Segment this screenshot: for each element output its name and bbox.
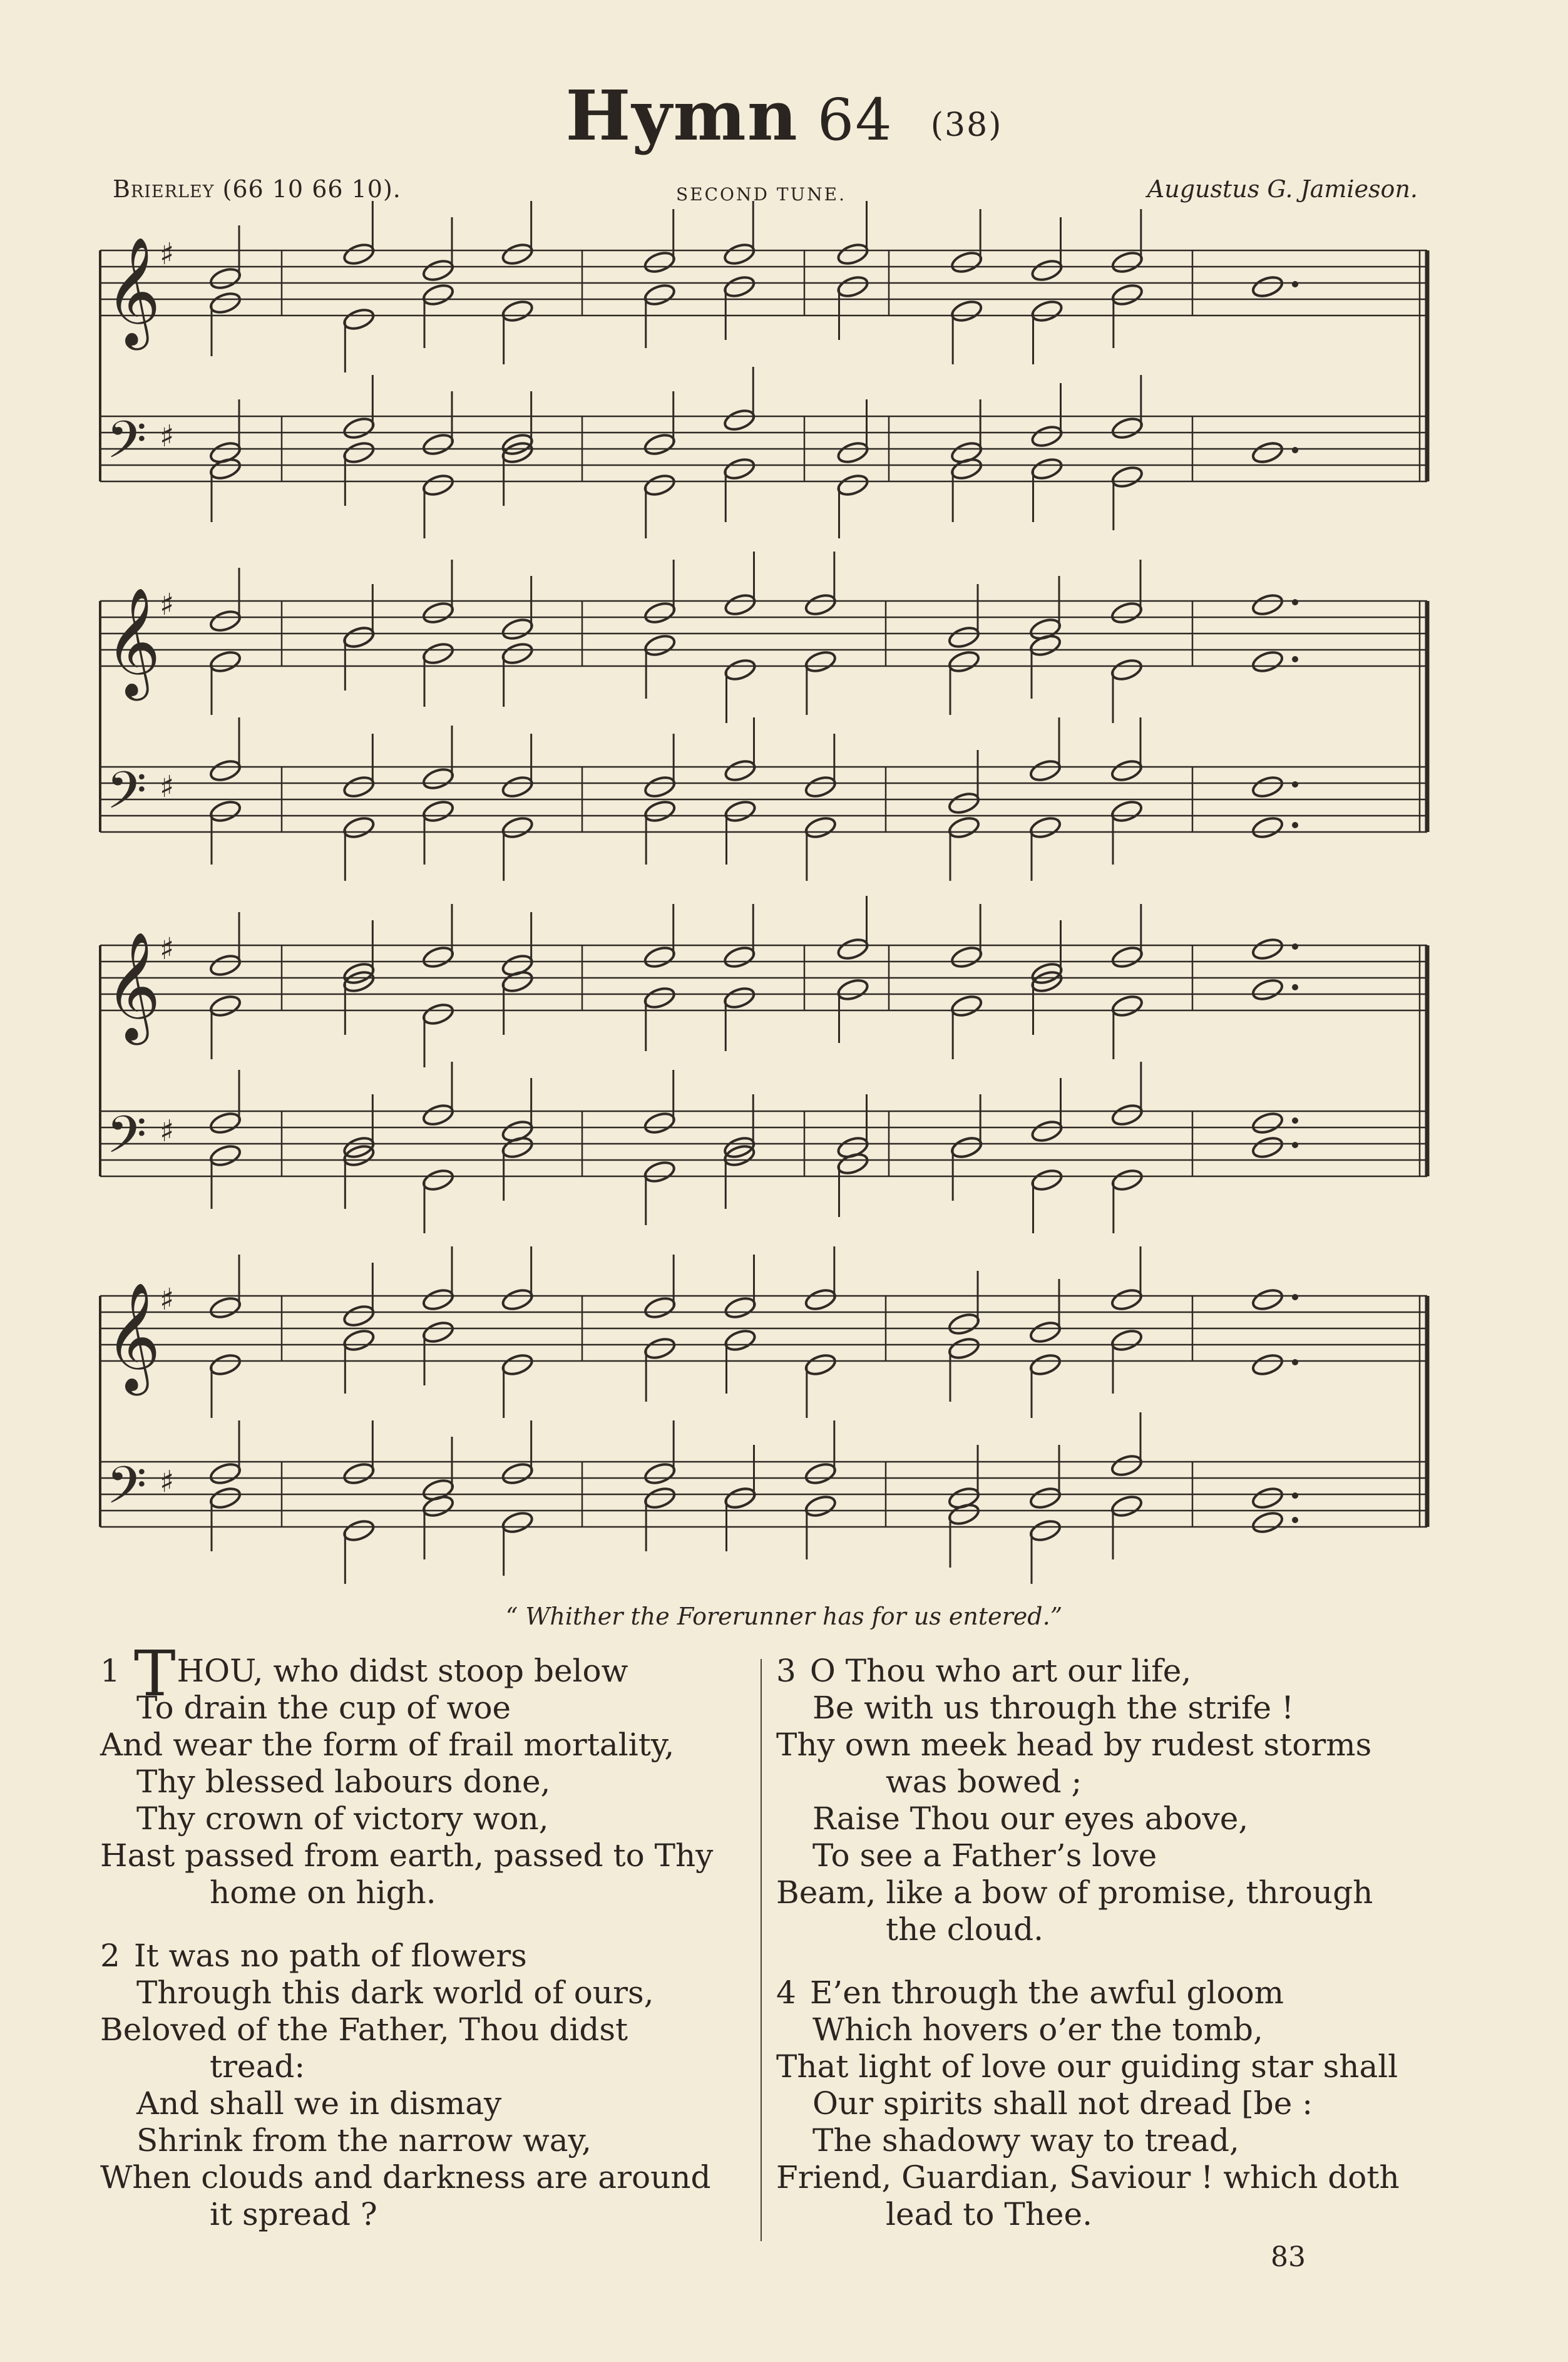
note-head: [501, 242, 535, 267]
note-head: [722, 945, 756, 970]
note-head: [421, 1102, 455, 1128]
note-head: [1028, 815, 1062, 841]
treble-clef-icon: 𝄞: [105, 1282, 161, 1391]
verse-line-text: And wear the form of frail mortality,: [100, 1727, 675, 1763]
note-head: [947, 649, 981, 675]
dot: [1292, 599, 1298, 605]
note-head: [1110, 282, 1144, 308]
note-head: [1030, 424, 1064, 449]
note-head: [836, 977, 870, 1003]
verse-line-text: Raise Thou our eyes above,: [812, 1800, 1249, 1837]
note-head: [1110, 1168, 1144, 1193]
note-head: [950, 299, 983, 324]
dot: [1292, 984, 1298, 990]
verse: [100, 1938, 764, 2233]
dot: [1292, 1294, 1298, 1300]
verse-line: [776, 1690, 1427, 1727]
verse-line-text: E’en through the awful gloom: [809, 1974, 1284, 2011]
note-head: [643, 799, 677, 824]
note-head: [643, 282, 677, 308]
note-head: [722, 408, 756, 433]
note-head: [501, 774, 535, 800]
verse-line-text: That light of love our guiding star shall: [776, 2048, 1398, 2085]
verse-line: [776, 2048, 1427, 2085]
note-head: [1030, 258, 1064, 284]
dot: [1292, 781, 1298, 788]
note-head: [342, 815, 376, 841]
verse-line-text: It was no path of flowers: [133, 1938, 527, 1974]
verse-line: [100, 1874, 764, 1911]
bass-clef-icon: 𝄢: [106, 1455, 147, 1528]
note-head: [208, 758, 242, 784]
note-head: [208, 649, 242, 675]
verse-number: 2: [100, 1938, 120, 1974]
note-head: [836, 274, 870, 300]
sharp-icon: ♯: [160, 1282, 175, 1317]
note-head: [724, 1486, 757, 1511]
note-head: [804, 649, 838, 675]
note-head: [208, 266, 242, 292]
note-head: [950, 994, 983, 1019]
note-head: [501, 299, 535, 324]
note-head: [421, 600, 455, 626]
author-name: Augustus G. Jamieson.: [1147, 175, 1418, 203]
verse-line-text: it spread ?: [210, 2196, 377, 2232]
verse: [100, 1637, 764, 1911]
note-head: [342, 242, 376, 267]
note-head: [643, 1486, 677, 1511]
note-head: [1110, 1453, 1144, 1479]
verse-line-text: Which hovers o’er the tomb,: [812, 2011, 1263, 2048]
note-head: [836, 473, 870, 498]
verse-line-text: The shadowy way to tread,: [812, 2122, 1239, 2159]
note-head: [1028, 1320, 1062, 1345]
note-head: [1110, 799, 1144, 824]
note-head: [836, 440, 870, 466]
note-head: [804, 1287, 838, 1313]
note-head: [208, 1461, 242, 1487]
note-head: [342, 1303, 376, 1329]
verse-line: [100, 1800, 764, 1837]
epigraph: “ Whither the Forerunner has for us entered.”: [505, 1603, 1063, 1630]
note-head: [724, 758, 757, 784]
note-head: [804, 1461, 838, 1487]
verse-line-text: Friend, Guardian, Saviour ! which doth: [776, 2159, 1400, 2195]
note-head: [501, 617, 535, 642]
note-head: [208, 953, 242, 978]
verse-line: [776, 1800, 1427, 1837]
note-head: [208, 1352, 242, 1378]
note-head: [947, 625, 981, 650]
note-head: [501, 1287, 535, 1313]
note-head: [421, 945, 455, 970]
note-head: [342, 625, 376, 650]
note-head: [643, 250, 677, 275]
note-head: [947, 1336, 981, 1362]
sharp-icon: ♯: [160, 419, 175, 454]
sharp-icon: ♯: [160, 769, 175, 804]
note-head: [1251, 774, 1284, 800]
note-head: [836, 242, 870, 267]
note-head: [342, 1461, 376, 1487]
note-head: [1251, 1486, 1284, 1511]
note-head: [722, 274, 756, 300]
dot: [1292, 1359, 1298, 1365]
note-head: [1110, 945, 1144, 970]
verse-line: [100, 1974, 764, 2011]
note-head: [722, 456, 756, 482]
note-head: [643, 985, 677, 1011]
alt-number: (38): [930, 106, 1003, 144]
second-tune-label: SECOND TUNE.: [676, 184, 846, 205]
note-head: [643, 774, 677, 800]
note-head: [724, 657, 757, 683]
drop-cap: T: [133, 1637, 176, 1710]
note-head: [1110, 994, 1144, 1019]
note-head: [1110, 600, 1144, 626]
note-head: [643, 432, 677, 458]
verse-line-text: When clouds and darkness are around: [100, 2159, 711, 2195]
note-head: [208, 994, 242, 1019]
sharp-icon: ♯: [160, 587, 175, 622]
note-head: [804, 592, 838, 618]
note-head: [1251, 977, 1284, 1003]
note-head: [1251, 815, 1284, 841]
dot: [1292, 1142, 1298, 1148]
note-head: [1251, 649, 1284, 675]
verse-line: [776, 1974, 1427, 2011]
verse-line-text: Thy crown of victory won,: [136, 1800, 549, 1837]
verses-right-column: [776, 1653, 1427, 2259]
note-head: [724, 799, 757, 824]
dot: [1292, 1517, 1298, 1523]
note-head: [804, 815, 838, 841]
verse-line: [776, 2159, 1427, 2196]
verse-line: [100, 1837, 764, 1874]
sharp-icon: ♯: [160, 1464, 175, 1499]
note-head: [643, 600, 677, 626]
dot: [1292, 1117, 1298, 1124]
note-head: [1251, 440, 1284, 466]
bass-clef-icon: 𝄢: [106, 760, 147, 833]
note-head: [722, 242, 756, 267]
note-head: [421, 1320, 455, 1345]
treble-clef-icon: 𝄞: [105, 932, 161, 1040]
note-head: [1028, 758, 1062, 784]
note-head: [342, 307, 376, 332]
note-head: [421, 432, 455, 458]
verse-line: [776, 1874, 1427, 1911]
note-head: [1028, 1486, 1062, 1511]
note-head: [342, 440, 376, 466]
verse-line: [100, 1938, 764, 1974]
note-head: [208, 1486, 242, 1511]
note-head: [947, 791, 981, 816]
note-head: [421, 473, 455, 498]
note-head: [836, 937, 870, 962]
note-head: [947, 1312, 981, 1337]
note-head: [1110, 465, 1144, 490]
verse-line-text: Thy blessed labours done,: [136, 1764, 551, 1800]
sharp-icon: ♯: [160, 1114, 175, 1149]
note-head: [421, 1002, 455, 1027]
treble-clef-icon: 𝄞: [105, 237, 161, 346]
note-head: [950, 1135, 983, 1161]
page-number: 83: [1271, 2241, 1306, 2273]
bass-clef-icon: 𝄢: [106, 409, 147, 483]
verse: [776, 1653, 1427, 1948]
note-head: [804, 1494, 838, 1519]
note-head: [421, 766, 455, 792]
verse-line: [100, 1690, 764, 1727]
note-head: [501, 1352, 535, 1378]
note-head: [643, 473, 677, 498]
verse-line-text: Thy own meek head by rudest storms: [776, 1727, 1372, 1763]
verse-line-text: To see a Father’s love: [812, 1837, 1157, 1874]
note-head: [950, 945, 983, 970]
note-head: [1251, 274, 1284, 300]
verse-line-text: Be with us through the strife !: [812, 1690, 1294, 1726]
dot: [1292, 656, 1298, 662]
hymn-label: Hymn: [565, 75, 799, 156]
verse-line: [100, 2011, 764, 2048]
note-head: [421, 641, 455, 667]
note-head: [501, 815, 535, 841]
note-head: [1110, 1328, 1144, 1353]
verse-line: [100, 1764, 764, 1800]
tune-name: Brierley (66 10 66 10).: [113, 175, 401, 203]
note-head: [208, 799, 242, 824]
dot: [1292, 943, 1298, 950]
bass-clef-icon: 𝄢: [106, 1104, 147, 1178]
verse-line: [100, 2085, 764, 2122]
verse-number: 1: [100, 1653, 120, 1689]
note-head: [1110, 758, 1144, 784]
verse-line-text: HOU, who didst stoop below: [177, 1653, 628, 1689]
verse-line-text: Our spirits shall not dread [be :: [812, 2085, 1313, 2122]
note-head: [724, 1295, 757, 1321]
note-head: [1251, 1111, 1284, 1136]
note-head: [1251, 937, 1284, 962]
note-head: [1028, 1518, 1062, 1544]
verse-line: [100, 2159, 764, 2196]
verse-line: [776, 1911, 1427, 1948]
note-head: [643, 1159, 677, 1185]
treble-clef-icon: 𝄞: [105, 587, 161, 696]
column-divider: [761, 1659, 762, 2241]
note-head: [501, 641, 535, 667]
note-head: [208, 1143, 242, 1169]
note-head: [1030, 1119, 1064, 1144]
note-head: [643, 1111, 677, 1136]
verse-line: [100, 2196, 764, 2233]
note-head: [421, 282, 455, 308]
verse-line: [776, 2122, 1427, 2159]
note-head: [1251, 592, 1284, 618]
verse-line: [776, 1764, 1427, 1800]
note-head: [643, 1295, 677, 1321]
note-head: [1028, 1352, 1062, 1378]
note-head: [208, 1295, 242, 1321]
verse-line-text: tread:: [210, 2048, 305, 2085]
note-head: [724, 1328, 757, 1353]
note-head: [421, 799, 455, 824]
note-head: [947, 815, 981, 841]
verse-line-text: was bowed ;: [886, 1764, 1082, 1800]
note-head: [804, 774, 838, 800]
note-head: [1251, 1135, 1284, 1161]
note-head: [342, 416, 376, 441]
dot: [1292, 281, 1298, 287]
note-head: [722, 985, 756, 1011]
note-head: [421, 1168, 455, 1193]
verse-line: [776, 1653, 1427, 1690]
note-head: [1251, 1352, 1284, 1378]
note-head: [501, 1510, 535, 1536]
dot: [1292, 1492, 1298, 1499]
verse-line-text: Shrink from the narrow way,: [136, 2122, 592, 2159]
note-head: [342, 1518, 376, 1544]
note-head: [1110, 657, 1144, 683]
note-head: [1030, 456, 1064, 482]
verse-line-text: And shall we in dismay: [136, 2085, 502, 2122]
note-head: [1030, 299, 1064, 324]
verse-line: [100, 2048, 764, 2085]
note-head: [1110, 250, 1144, 275]
sharp-icon: ♯: [160, 237, 175, 272]
verse-line-text: Beloved of the Father, Thou didst: [100, 2011, 628, 2048]
note-head: [643, 945, 677, 970]
verse-line-text: Beam, like a bow of promise, through: [776, 1874, 1373, 1911]
note-head: [1110, 1287, 1144, 1313]
note-head: [1251, 1510, 1284, 1536]
verse-number: 3: [776, 1653, 796, 1689]
verse-line-text: To drain the cup of woe: [136, 1690, 511, 1726]
note-head: [208, 1111, 242, 1136]
verse: [776, 1974, 1427, 2233]
verses-left-column: [100, 1637, 764, 2259]
sharp-icon: ♯: [160, 932, 175, 967]
verse-line: [100, 2122, 764, 2159]
note-head: [643, 633, 677, 659]
verse-line-text: lead to Thee.: [886, 2196, 1093, 2232]
note-head: [208, 290, 242, 316]
verse-line-text: Through this dark world of ours,: [136, 1974, 654, 2011]
note-head: [421, 1287, 455, 1313]
note-head: [501, 1461, 535, 1487]
verse-line: [776, 1727, 1427, 1764]
verse-line-text: the cloud.: [886, 1911, 1043, 1948]
note-head: [1110, 1102, 1144, 1128]
note-head: [421, 258, 455, 284]
note-head: [1030, 1168, 1064, 1193]
verse-line: [776, 1837, 1427, 1874]
note-head: [1110, 1494, 1144, 1519]
dot: [1292, 447, 1298, 453]
note-head: [1251, 1287, 1284, 1313]
note-head: [643, 1461, 677, 1487]
note-head: [342, 774, 376, 800]
note-head: [804, 1352, 838, 1378]
hymn-number: 64: [817, 86, 893, 153]
note-head: [208, 608, 242, 634]
note-head: [643, 1336, 677, 1362]
verse-line-text: home on high.: [210, 1874, 436, 1911]
dot: [1292, 822, 1298, 828]
note-head: [342, 1328, 376, 1353]
verse-line-text: Hast passed from earth, passed to Thy: [100, 1837, 714, 1874]
note-head: [950, 250, 983, 275]
note-head: [1110, 416, 1144, 441]
verse-line: [776, 2011, 1427, 2048]
verse-number: 4: [776, 1974, 796, 2011]
verse-line: [776, 2196, 1427, 2233]
verse-line: [100, 1727, 764, 1764]
verse-line: [776, 2085, 1427, 2122]
note-head: [724, 592, 757, 618]
verse-line-text: O Thou who art our life,: [809, 1653, 1192, 1689]
